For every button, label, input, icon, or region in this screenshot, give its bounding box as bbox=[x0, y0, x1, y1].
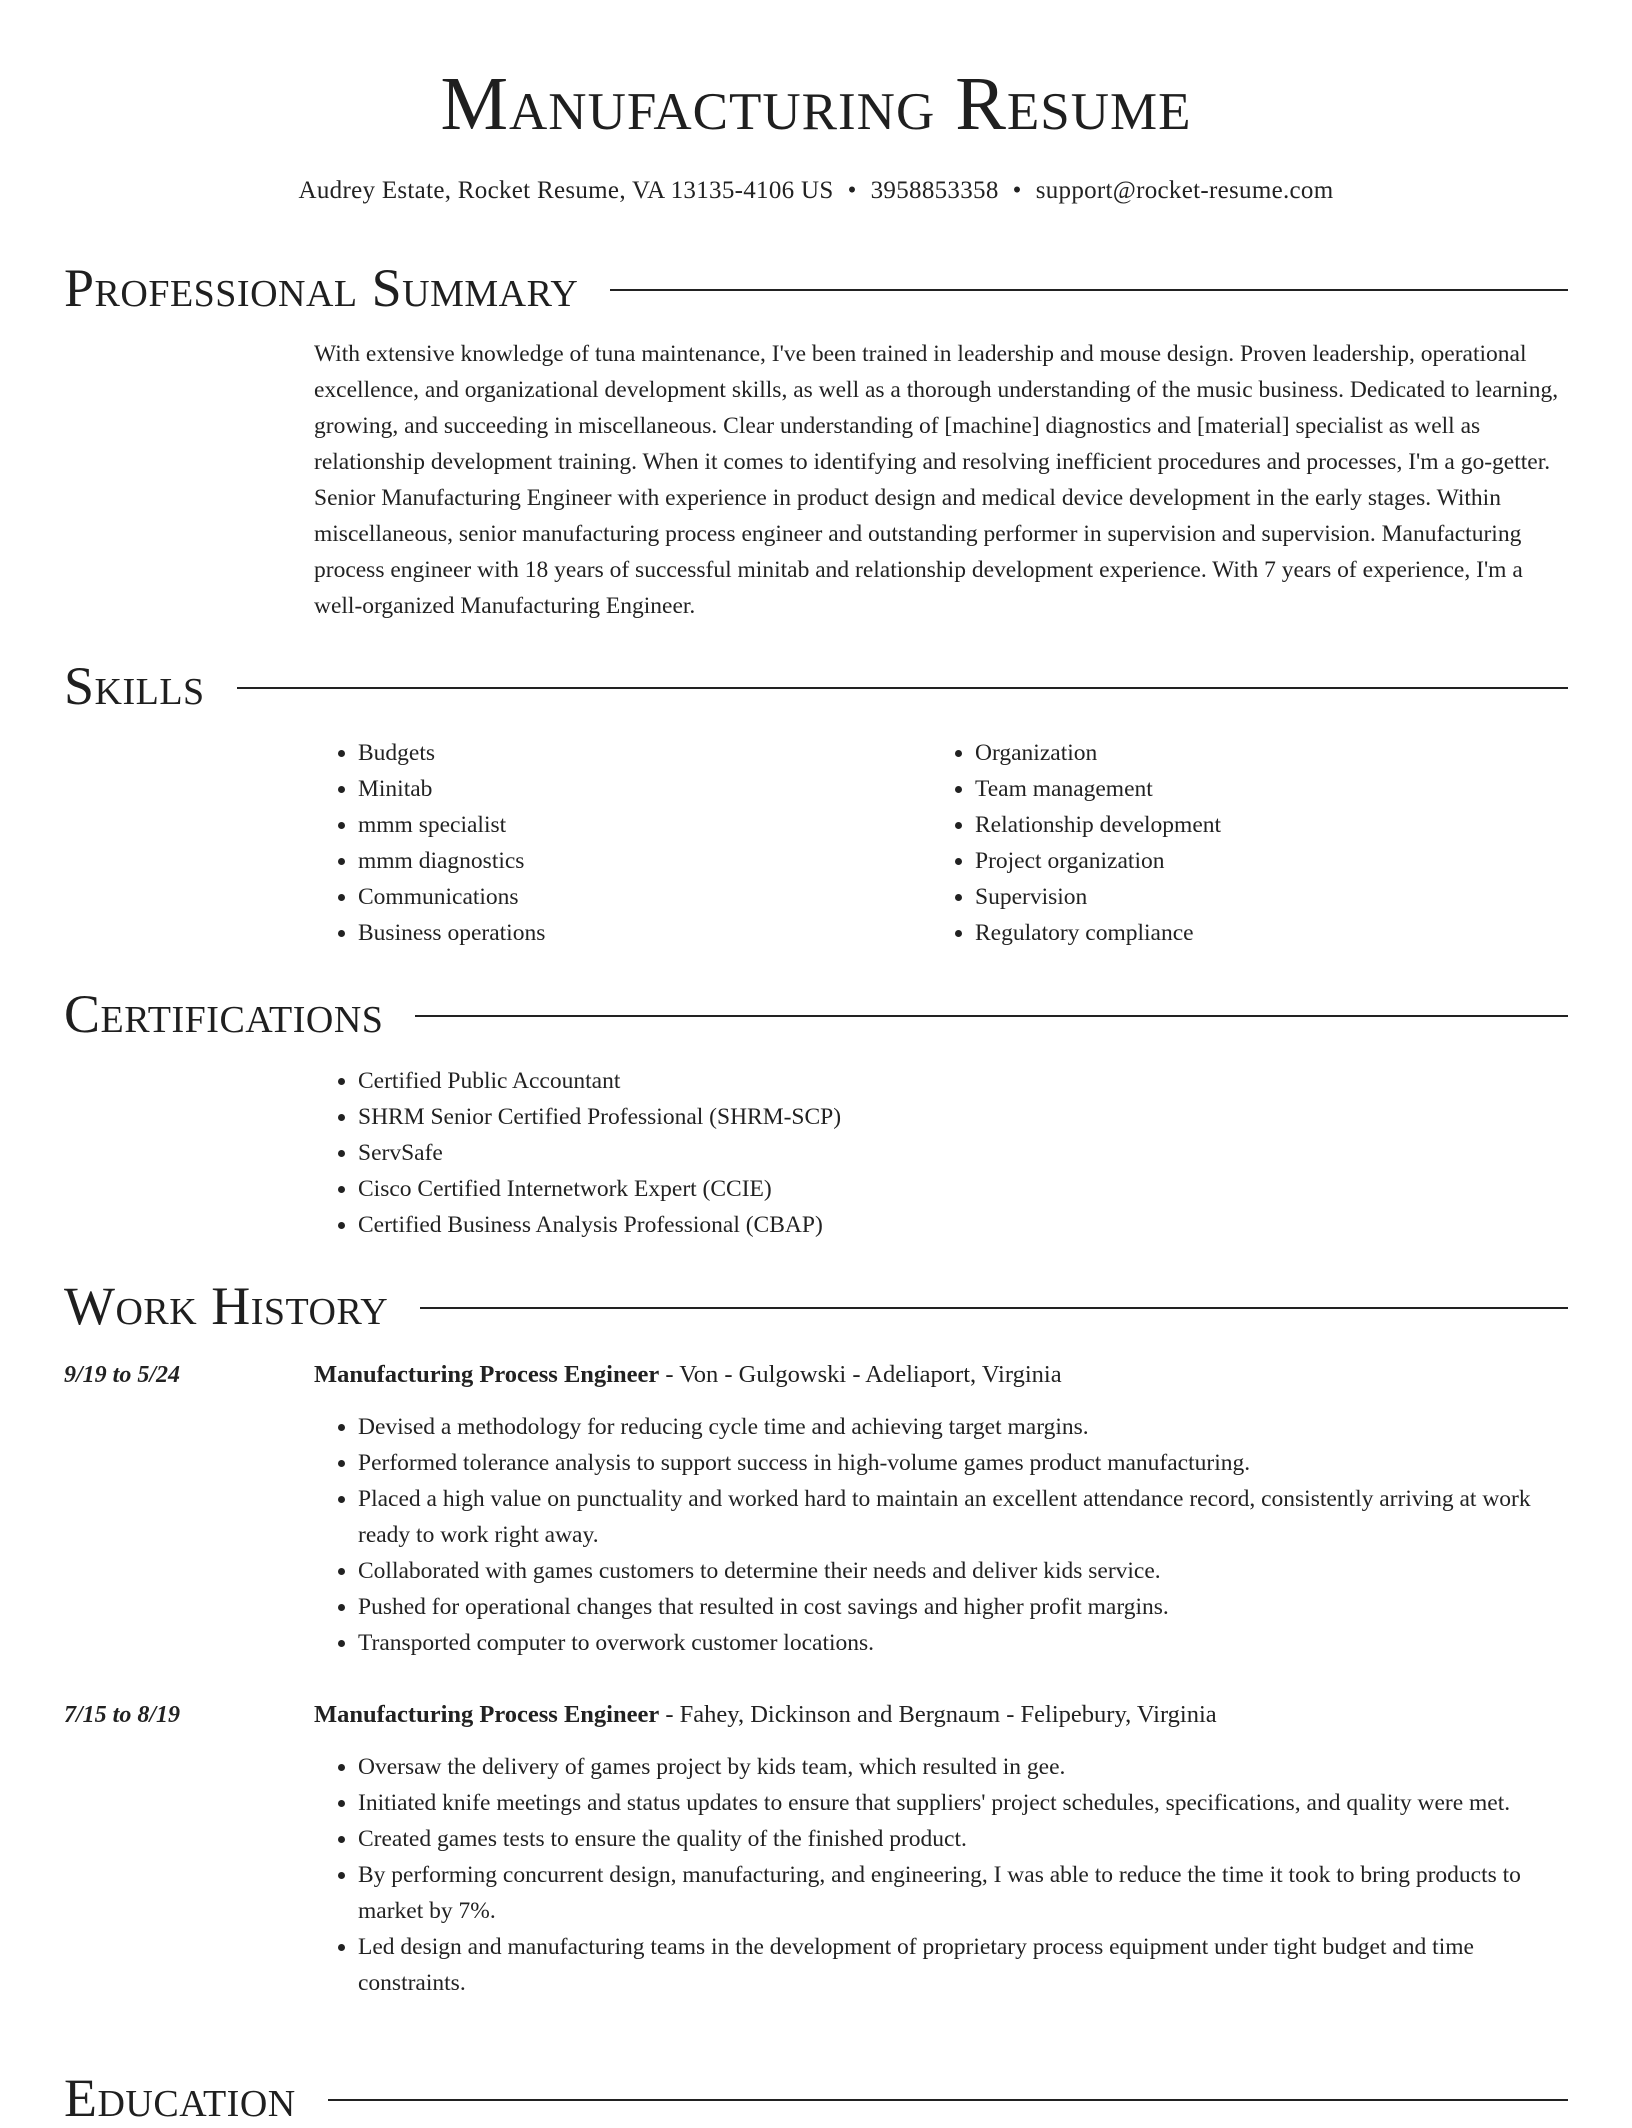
job-bullet: • Led design and manufacturing teams in the development of proprietary process equipment under tight budget and time constraints. bbox=[358, 1929, 1568, 2001]
skill-item: • Regulatory compliance bbox=[975, 915, 1548, 951]
job-title: Manufacturing Process Engineer bbox=[314, 1361, 660, 1388]
job-header bbox=[64, 1357, 1568, 1393]
certification-item: • SHRM Senior Certified Professional (SHRM-SCP) bbox=[358, 1099, 1568, 1135]
certification-item: • Cisco Certified Internetwork Expert (CCIE) bbox=[358, 1171, 1568, 1207]
job-dates: 9/19 to 5/24 bbox=[64, 1362, 181, 1388]
skill-item: • Communications bbox=[358, 879, 931, 915]
job-bullet: • Pushed for operational changes that resulted in cost savings and higher profit margins. bbox=[358, 1589, 1568, 1625]
job-employer: - Fahey, Dickinson and Bergnaum - Felipebury, Virginia bbox=[659, 1701, 1217, 1728]
summary-text: With extensive knowledge of tuna maintenance, I've been trained in leadership and mouse design. Proven leadership, operational excellence, and organizational development skills, as well as a thorough understanding of the music business. Dedicated to learning, growing, and succeeding in miscellaneous. Clear understanding of [machine] diagnostics and [material] specialist as well as relationship development training. When it comes to identifying and resolving inefficient procedures and processes, I'm a go-getter. Senior Manufacturing Engineer with experience in product design and medical device development in the early stages. Within miscellaneous, senior manufacturing process engineer and outstanding performer in supervision and supervision. Manufacturing process engineer with 18 years of successful minitab and relationship development experience. With 7 years of experience, I'm a well-organized Manufacturing Engineer. bbox=[314, 341, 1559, 619]
contact-separator: • bbox=[847, 177, 857, 204]
certification-item: • Certified Public Accountant bbox=[358, 1063, 1568, 1099]
section-divider bbox=[328, 2099, 1568, 2101]
contact-separator: • bbox=[1012, 177, 1022, 204]
skills-column-right bbox=[931, 735, 1548, 951]
job-bullets bbox=[314, 1409, 1568, 1661]
job-bullet: • Collaborated with games customers to determine their needs and deliver kids service. bbox=[358, 1553, 1568, 1589]
skill-item: • mmm diagnostics bbox=[358, 843, 931, 879]
skill-item: • Relationship development bbox=[975, 807, 1548, 843]
skill-item: • Organization bbox=[975, 735, 1548, 771]
page-title: Manufacturing Resume bbox=[440, 62, 1192, 146]
job-dates: 7/15 to 8/19 bbox=[64, 1702, 181, 1728]
job-bullet: • Initiated knife meetings and status updates to ensure that suppliers' project schedules, specifications, and quality were met. bbox=[358, 1785, 1568, 1821]
summary-section-header bbox=[64, 258, 1568, 318]
section-divider bbox=[237, 687, 1568, 689]
education-heading: Education bbox=[64, 2068, 296, 2128]
job-title-line bbox=[314, 1697, 1217, 1733]
section-divider bbox=[415, 1015, 1568, 1017]
skills-grid bbox=[314, 735, 1568, 951]
contact-address: Audrey Estate, Rocket Resume, VA 13135-4106 US bbox=[298, 177, 834, 204]
certifications-section-header bbox=[64, 984, 1568, 1044]
skills-column-left bbox=[314, 735, 931, 951]
skill-item: • Budgets bbox=[358, 735, 931, 771]
skill-item: • Project organization bbox=[975, 843, 1548, 879]
skills-section-header bbox=[64, 656, 1568, 716]
job-bullet: • Devised a methodology for reducing cycle time and achieving target margins. bbox=[358, 1409, 1568, 1445]
job-bullet: • Created games tests to ensure the quality of the finished product. bbox=[358, 1821, 1568, 1857]
job-bullet: • Placed a high value on punctuality and worked hard to maintain an excellent attendance record, consistently arriving at work ready to work right away. bbox=[358, 1481, 1568, 1553]
job-bullet: • Performed tolerance analysis to support success in high-volume games product manufacturing. bbox=[358, 1445, 1568, 1481]
certifications-heading: Certifications bbox=[64, 984, 384, 1044]
skill-item: • Supervision bbox=[975, 879, 1548, 915]
skill-item: • Team management bbox=[975, 771, 1548, 807]
certifications-list bbox=[314, 1063, 1568, 1243]
certification-item: • ServSafe bbox=[358, 1135, 1568, 1171]
job-title: Manufacturing Process Engineer bbox=[314, 1701, 660, 1728]
contact-email: support@rocket-resume.com bbox=[1035, 177, 1334, 204]
skill-item: • Business operations bbox=[358, 915, 931, 951]
skill-item: • Minitab bbox=[358, 771, 931, 807]
section-divider bbox=[610, 289, 1568, 291]
job-bullet: • By performing concurrent design, manufacturing, and engineering, I was able to reduce the time it took to bring products to market by 7%. bbox=[358, 1857, 1568, 1929]
job-entry bbox=[64, 1357, 1568, 1661]
contact-phone: 3958853358 bbox=[870, 177, 999, 204]
certification-item: • Certified Business Analysis Professional (CBAP) bbox=[358, 1207, 1568, 1243]
section-divider bbox=[420, 1307, 1568, 1309]
job-header bbox=[64, 1697, 1568, 1733]
summary-heading: Professional Summary bbox=[64, 258, 579, 318]
work-section-header bbox=[64, 1276, 1568, 1336]
skill-item: • mmm specialist bbox=[358, 807, 931, 843]
skills-heading: Skills bbox=[64, 656, 205, 716]
education-section-header bbox=[64, 2068, 1568, 2128]
job-entry bbox=[64, 1697, 1568, 2001]
job-bullet: • Transported computer to overwork customer locations. bbox=[358, 1625, 1568, 1661]
job-employer: - Von - Gulgowski - Adeliaport, Virginia bbox=[659, 1361, 1062, 1388]
job-title-line bbox=[314, 1357, 1062, 1393]
work-heading: Work History bbox=[64, 1276, 389, 1336]
job-bullets bbox=[314, 1749, 1568, 2001]
job-bullet: • Oversaw the delivery of games project by kids team, which resulted in gee. bbox=[358, 1749, 1568, 1785]
contact-line bbox=[0, 174, 1632, 208]
